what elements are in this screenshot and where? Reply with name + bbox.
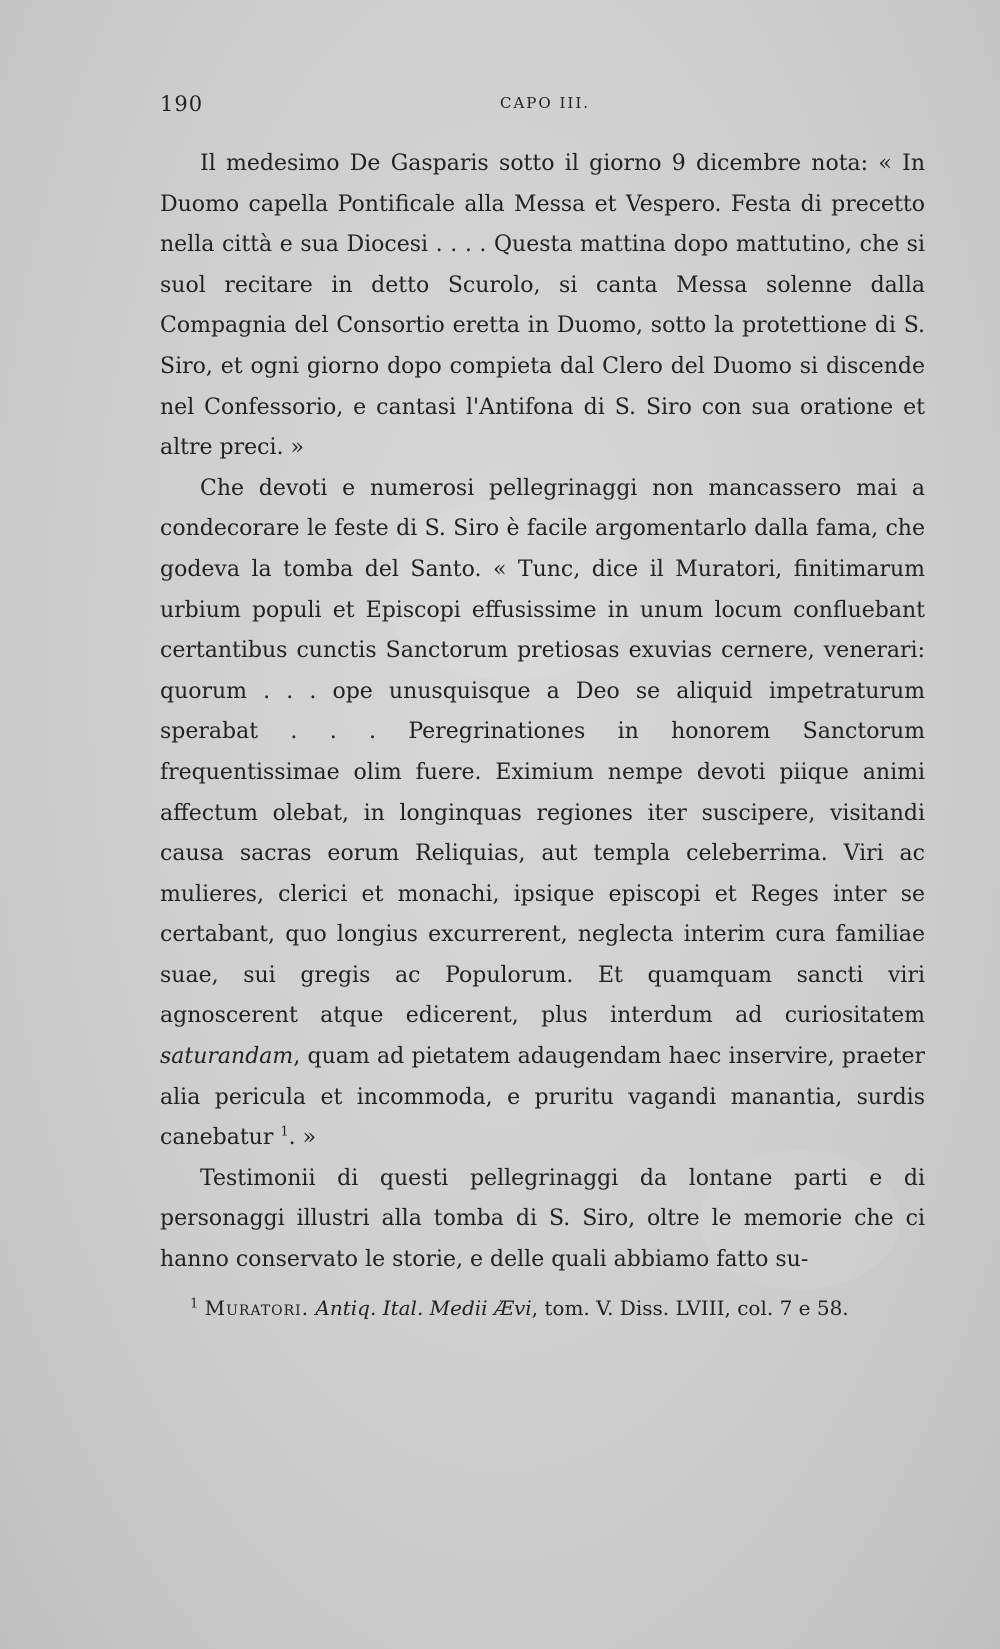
footnote-author: Muratori.	[204, 1296, 310, 1320]
page-header	[160, 92, 925, 122]
footnote-mark: 1	[190, 1296, 199, 1312]
footnote-work: Antiq. Ital. Medii Ævi	[315, 1296, 532, 1320]
page-number: 190	[160, 92, 204, 116]
paragraph-2-tail: , quam ad pietatem adaugendam haec inservire, praeter alia pericula et incommoda, e pruritu vagandi manantia, surdis canebatur	[160, 1044, 925, 1151]
footnote-reference-text: , tom. V. Diss. LVIII, col. 7 e 58.	[531, 1296, 849, 1320]
body-text	[160, 144, 925, 1281]
running-head: CAPO III.	[500, 94, 591, 112]
paragraph-1: Il medesimo De Gasparis sotto il giorno 9 dicembre nota: « In Duomo capella Pontificale alla Messa et Vespero. Festa di precetto nella città e sua Diocesi . . . . Questa mattina dopo mattutino, che si suol recitare in detto Scurolo, si canta Messa solenne dalla Compagnia del Consortio eretta in Duomo, sotto la protettione di S. Siro, et ogni giorno dopo compieta dal Clero del Duomo si discende nel Confessorio, e cantasi l'Antifona di S. Siro con sua oratione et altre preci. »	[160, 151, 925, 461]
paragraph-2-close: . »	[288, 1125, 317, 1151]
paragraph-3: Testimonii di questi pellegrinaggi da lontane parti e di personaggi illustri alla tomba di S. Siro, oltre le memorie che ci hanno conservato le storie, e delle quali abbiamo fatto su-	[160, 1165, 925, 1273]
paragraph-2-text: Che devoti e numerosi pellegrinaggi non mancassero mai a condecorare le feste di S. Siro è facile argomentarlo dalla fama, che godeva la tomba del Santo. « Tunc, dice il Muratori, finitimarum urbium populi et Episcopi effusissime in unum locum confluebant certantibus cunctis Sanctorum pretiosas exuvias cernere, venerari: quorum . . . ope unusquisque a Deo se aliquid impetraturum sperabat . . . Peregrinationes in honorem Sanctorum frequentissimae olim fuere. Eximium nempe devoti piique animi affectum olebat, in longinquas regiones iter suscipere, visitandi causa sacras eorum Reliquias, aut templa celeberrima. Viri ac mulieres, clerici et monachi, ipsique episcopi et Reges inter se certabant, quo longius excurrerent, neglecta interim cura familiae suae, sui gregis ac Populorum. Et quamquam sancti viri agnoscerent atque edicerent, plus interdum ad curiositatem	[160, 475, 925, 1029]
footnote	[160, 1292, 925, 1325]
footnote-reference[interactable]: 1	[280, 1124, 289, 1140]
paragraph-2	[160, 469, 925, 1159]
paragraph-2-italic: saturandam	[160, 1044, 294, 1070]
